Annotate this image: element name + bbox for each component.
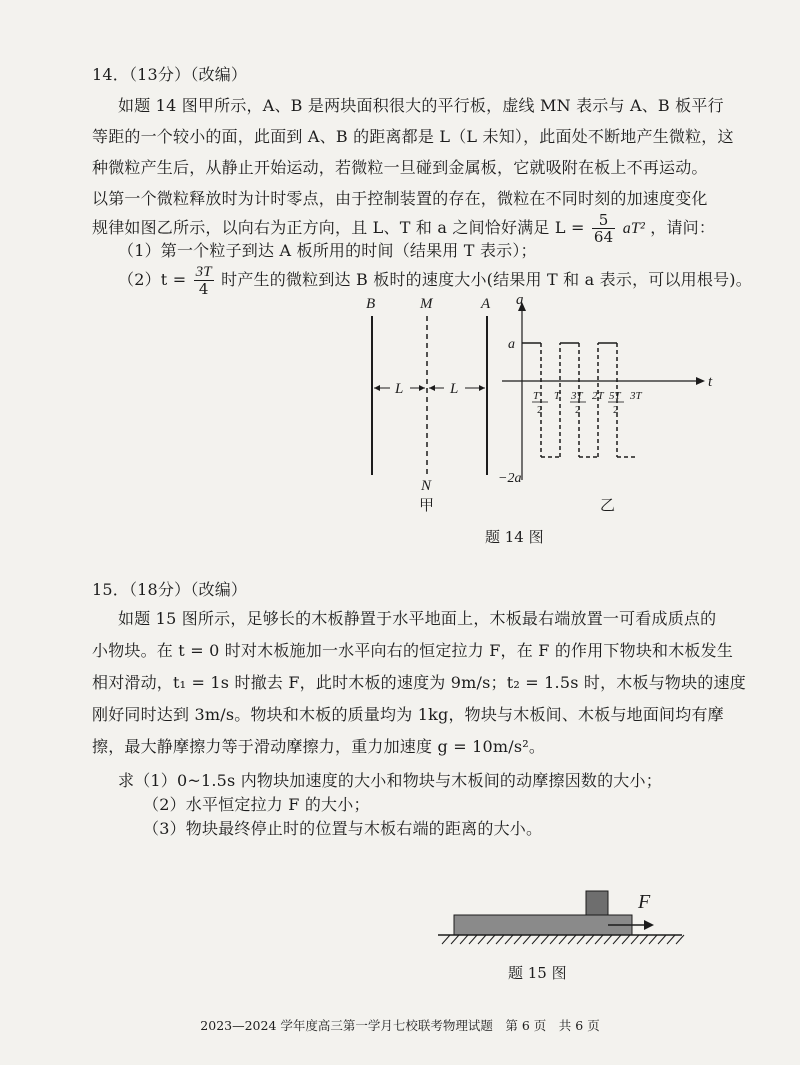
hatch-line xyxy=(451,935,459,944)
hatch-line xyxy=(442,935,450,944)
hatch-line xyxy=(541,935,549,944)
fraction-denominator: 64 xyxy=(593,228,614,246)
hatch-line xyxy=(496,935,504,944)
q14-fraction-3T-4 xyxy=(194,264,214,297)
hatch-line xyxy=(631,935,639,944)
hatch-line xyxy=(568,935,576,944)
q15-header: 15．（18分）（改编） xyxy=(92,580,248,599)
label-L-1: L xyxy=(395,381,404,397)
q14-paragraph-line-2: 等距的一个较小的面，此面到 A、B 的距离都是 L（L 未知），此面处不断地产生微粒，这 xyxy=(92,127,734,146)
hatch-line xyxy=(478,935,486,944)
acceleration-graph xyxy=(498,292,713,514)
label-B: B xyxy=(366,296,376,312)
label-M: M xyxy=(420,296,433,312)
ground-hatching xyxy=(442,935,684,944)
figure-14-caption: 题 14 图 xyxy=(485,528,544,546)
q14-p5-text: 规律如图乙所示，以向右为正方向，且 L、T 和 a 之间恰好满足 L = xyxy=(92,218,585,237)
q15-subquestion-2: （2）水平恒定拉力 F 的大小； xyxy=(143,795,370,814)
force-label-F: F xyxy=(638,891,651,913)
q15-paragraph-line-2: 小物块。在 t = 0 时对木板施加一水平向右的恒定拉力 F，在 F 的作用下物块和木板发生 xyxy=(92,641,734,660)
label-A: A xyxy=(481,296,491,312)
tick-label-t: 5T xyxy=(609,390,621,402)
hatch-line xyxy=(487,935,495,944)
force-arrowhead xyxy=(644,920,654,930)
q14-paragraph-line-1: 如题 14 图甲所示，A、B 是两块面积很大的平行板，虚线 MN 表示与 A、B 板平行 xyxy=(118,96,724,115)
fraction-numerator: 5 xyxy=(592,212,616,229)
q14-q2-lead: （2）t = xyxy=(118,270,187,289)
q14-paragraph-line-3: 种微粒产生后，从静止开始运动，若微粒一旦碰到金属板，它就吸附在板上不再运动。 xyxy=(92,158,708,177)
hatch-line xyxy=(604,935,612,944)
tick-label-t: T xyxy=(554,390,561,402)
tick-label-t: 3T xyxy=(630,390,642,402)
fraction-numerator: 3T xyxy=(195,264,212,280)
tick-label-t-denominator: 2 xyxy=(575,404,581,416)
fraction-denominator: 4 xyxy=(198,280,209,298)
q14-subquestion-1: （1）第一个粒子到达 A 板所用的时间（结果用 T 表示）； xyxy=(118,241,537,260)
wooden-board xyxy=(454,915,632,935)
hatch-line xyxy=(658,935,666,944)
hatch-line xyxy=(550,935,558,944)
page-footer: 2023—2024 学年度高三第一学月七校联考物理试题 第 6 页 共 6 页 xyxy=(200,1018,600,1033)
hatch-line xyxy=(577,935,585,944)
tick-label-t-denominator: 2 xyxy=(613,404,619,416)
hatch-line xyxy=(613,935,621,944)
hatch-line xyxy=(460,935,468,944)
q14-fraction-5-64 xyxy=(592,212,616,245)
q14-expr: aT² xyxy=(622,220,645,237)
q14-q2-tail: 时产生的微粒到达 B 板时的速度大小(结果用 T 和 a 表示，可以用根号)。 xyxy=(221,270,752,289)
arrowhead-mid-left xyxy=(429,385,435,391)
hatch-line xyxy=(559,935,567,944)
hatch-line xyxy=(523,935,531,944)
q15-paragraph-line-3: 相对滑动，t₁ = 1s 时撤去 F，此时木板的速度为 9m/s；t₂ = 1.5s 时，木板与物块的速度 xyxy=(92,673,746,692)
figure-14 xyxy=(330,290,730,520)
q15-subquestion-3: （3）物块最终停止时的位置与木板右端的距离的大小。 xyxy=(143,819,543,838)
hatch-line xyxy=(532,935,540,944)
tick-label-t: 3T xyxy=(571,390,583,402)
tick-label-t: 2T xyxy=(592,390,604,402)
label-L-2: L xyxy=(450,381,459,397)
arrowhead-mid-right xyxy=(419,385,425,391)
axis-label-a: a xyxy=(516,292,524,308)
tick-label-t-denominator: 2 xyxy=(537,404,543,416)
figure-15 xyxy=(430,880,690,950)
arrowhead-left xyxy=(374,385,380,391)
axis-label-t: t xyxy=(708,374,713,390)
hatch-line xyxy=(667,935,675,944)
x-axis-arrow xyxy=(696,377,705,385)
tick-label-neg2a: −2a xyxy=(498,471,522,486)
arrowhead-right xyxy=(479,385,485,391)
q15-paragraph-line-4: 刚好同时达到 3m/s。物块和木板的质量均为 1kg，物块与木板间、木板与地面间均有摩 xyxy=(92,705,724,724)
q14-p5-tail: ，请问： xyxy=(650,218,716,237)
figure-15-caption: 题 15 图 xyxy=(508,964,567,982)
small-block xyxy=(586,891,608,915)
tick-label-t: T xyxy=(533,390,540,402)
hatch-line xyxy=(514,935,522,944)
label-N: N xyxy=(421,478,432,494)
hatch-line xyxy=(649,935,657,944)
hatch-line xyxy=(622,935,630,944)
q14-paragraph-line-4: 以第一个微粒释放时为计时零点，由于控制装置的存在，微粒在不同时刻的加速度变化 xyxy=(92,189,708,208)
hatch-line xyxy=(505,935,513,944)
q15-paragraph-line-5: 擦，最大静摩擦力等于滑动摩擦力，重力加速度 g = 10m/s²。 xyxy=(92,737,546,756)
label-jia: 甲 xyxy=(419,498,435,514)
tick-labels-group xyxy=(532,390,643,416)
tick-label-a: a xyxy=(508,337,515,352)
hatch-line xyxy=(676,935,684,944)
hatch-line xyxy=(595,935,603,944)
hatch-line xyxy=(640,935,648,944)
label-yi: 乙 xyxy=(600,498,616,514)
q14-header: 14．（13分）（改编） xyxy=(92,65,248,84)
hatch-line xyxy=(586,935,594,944)
hatch-line xyxy=(469,935,477,944)
q15-paragraph-line-1: 如题 15 图所示，足够长的木板静置于水平地面上，木板最右端放置一可看成质点的 xyxy=(118,609,717,628)
q15-subquestion-1: 求（1）0~1.5s 内物块加速度的大小和物块与木板间的动摩擦因数的大小； xyxy=(118,771,662,790)
